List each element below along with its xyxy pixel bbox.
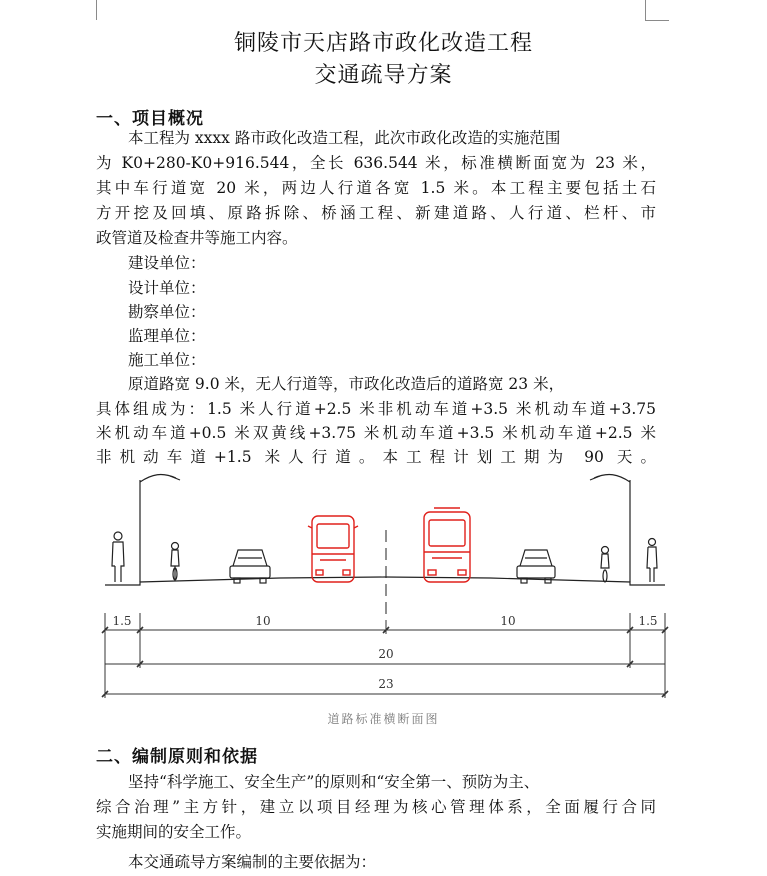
paragraph-line: 非机动车道+1.5 米人行道。本工程计划工期为 90 天。 — [96, 448, 656, 466]
paragraph-line: 政管道及检查井等施工内容。 — [96, 229, 298, 247]
street-lamp-right-icon — [590, 475, 630, 582]
unit-surveyor: 勘察单位： — [128, 303, 206, 321]
bus-right-icon — [424, 508, 470, 582]
section-2-heading: 二、编制原则和依据 — [96, 747, 258, 767]
dim-right-half: 10 — [500, 614, 516, 628]
dim-left-walk: 1.5 — [112, 614, 132, 628]
paragraph-line: 原道路宽 9.0 米，无人行道等，市政化改造后的道路宽 23 米， — [128, 375, 565, 393]
pedestrian-left-icon — [112, 532, 124, 582]
section-1-heading: 一、项目概况 — [96, 109, 204, 129]
unit-supervisor: 监理单位： — [128, 327, 206, 345]
dim-right-walk: 1.5 — [638, 614, 658, 628]
figure-caption: 道路标准横断面图 — [327, 712, 440, 726]
unit-designer: 设计单位： — [128, 279, 206, 297]
unit-contractor: 施工单位： — [128, 351, 206, 369]
document-title: 铜陵市天店路市政化改造工程 — [233, 31, 533, 56]
road-cross-section-figure — [100, 470, 670, 705]
paragraph-line: 本工程为 xxxx 路市政化改造工程，此次市政化改造的实施范围 — [128, 129, 561, 147]
section-2-paragraph-2: 本交通疏导方案编制的主要依据为： — [128, 853, 377, 871]
paragraph-line: 方开挖及回填、原路拆除、桥涵工程、新建道路、人行道、栏杆、市 — [96, 204, 656, 222]
dim-total: 23 — [378, 677, 394, 691]
road-ground-line — [105, 577, 665, 585]
car-left-icon — [230, 550, 270, 583]
paragraph-line: 为 K0+280-K0+916.544，全长 636.544 米，标准横断面宽为 23 米， — [96, 154, 656, 172]
cyclist-right-icon — [601, 547, 609, 583]
car-right-icon — [517, 550, 555, 583]
bus-left-icon — [308, 516, 358, 582]
page-corner-mark-right-h — [645, 20, 669, 21]
paragraph-line: 其中车行道宽 20 米，两边人行道各宽 1.5 米。本工程主要包括土石 — [96, 179, 656, 197]
page-corner-mark-right — [645, 0, 646, 20]
unit-construction-owner: 建设单位： — [128, 254, 206, 272]
dim-left-half: 10 — [255, 614, 271, 628]
paragraph-line: 米机动车道+0.5 米双黄线+3.75 米机动车道+3.5 米机动车道+2.5 米 — [96, 424, 656, 442]
paragraph-line: 坚持“科学施工、安全生产”的原则和“安全第一、预防为主、 — [128, 773, 540, 791]
paragraph-line: 实施期间的安全工作。 — [96, 823, 252, 841]
paragraph-line: 具体组成为：1.5 米人行道+2.5 米非机动车道+3.5 米机动车道+3.75 — [96, 400, 656, 418]
cyclist-left-icon — [171, 543, 179, 581]
page-corner-mark-left — [96, 0, 97, 20]
pedestrian-right-icon — [647, 539, 657, 583]
document-subtitle: 交通疏导方案 — [314, 63, 453, 88]
paragraph-line: 综合治理”主方针，建立以项目经理为核心管理体系，全面履行合同 — [96, 798, 656, 816]
dim-carriageway: 20 — [378, 647, 394, 661]
